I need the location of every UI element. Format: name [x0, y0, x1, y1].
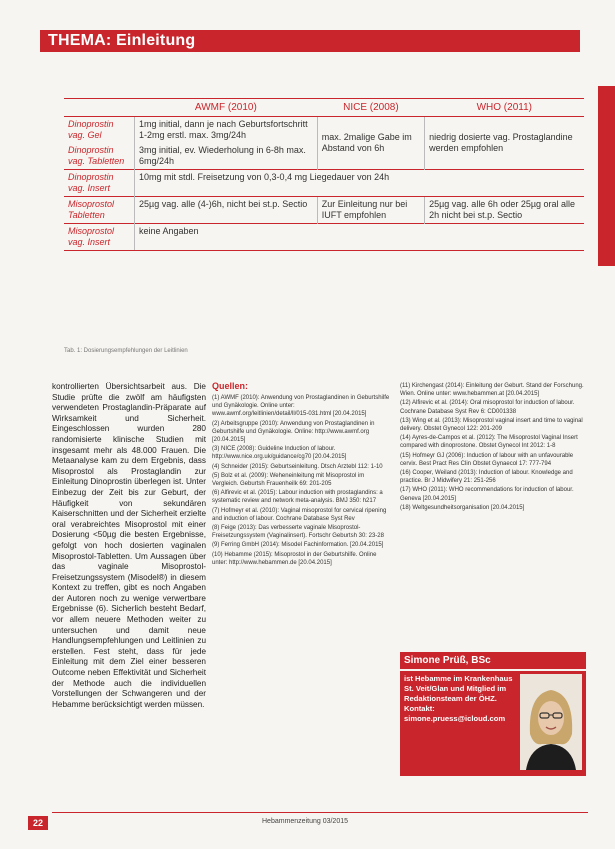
- reference-item: (6) Alfirevic et al. (2015): Labour induction with prostaglandins: a systematic review and network meta-analysis. BMJ 350: h217: [212, 490, 383, 505]
- journal-title: Hebammenzeitung 03/2015: [262, 818, 349, 825]
- reference-item: (14) Ayres-de-Campos et al. (2012): The Misoprostol Vaginal Insert compared with dinoprostone. Obstet Gynecol Int 2012: 1-8: [400, 435, 578, 450]
- author-photo: [520, 674, 582, 770]
- cell-nice: Zur Einleitung nur bei IUFT empfohlen: [317, 197, 424, 224]
- author-bio: ist Hebamme im Krankenhaus St. Veit/Glan und Mitglied im Redaktionsteam der ÖHZ. Kontakt: simone.pruess@icloud.com: [404, 674, 513, 723]
- dosage-table: [64, 98, 584, 251]
- row-label: Dinoprostin vag. Insert: [64, 170, 135, 197]
- author-divider: [400, 669, 586, 671]
- reference-item: (15) Hofmeyr GJ (2006): Induction of labour with an unfavourable cervix. Best Pract Res Clin Obstet Gynaecol 17: 777-794: [400, 452, 574, 467]
- cell-who: niedrig dosierte vag. Prostaglandine werden empfohlen: [425, 117, 584, 170]
- references-column-1: [212, 394, 390, 568]
- reference-item: (10) Hebamme (2015): Misoprostol in der Geburtshilfe. Online unter: http://www.hebammen.de [20.04.2015]: [212, 551, 377, 566]
- reference-item: (16) Cooper, Weiland (2013): Induction of labour. Knowledge and practice. Br J Midwifery 21: 251-256: [400, 470, 573, 485]
- author-name: Simone Prüß, BSc: [404, 655, 491, 666]
- row-label: Misoprostol Tabletten: [64, 197, 135, 224]
- table-caption: Tab. 1: Dosierungsempfehlungen der Leitlinien: [64, 348, 188, 354]
- reference-item: (4) Schneider (2015): Geburtseinleitung. Dtsch Arztebl 112: 1-10: [212, 463, 383, 470]
- table-header-who: WHO (2011): [425, 99, 584, 117]
- reference-item: (2) Arbeitsgruppe (2010): Anwendung von Prostaglandinen in Geburtshilfe und Gynäkologie. Online: http://www.awmf.org [20.04.2015]: [212, 420, 375, 444]
- reference-item: (9) Ferring GmbH (2014): Misodel Fachinformation. [20.04.2015]: [212, 542, 384, 549]
- reference-item: (3) NICE (2008): Guideline Induction of labour. http://www.nice.org.uk/guidance/cg70 [20.04.2015]: [212, 446, 347, 461]
- footer-rule: [52, 812, 588, 813]
- reference-item: (1) AWMF (2010): Anwendung von Prostaglandinen in Geburtshilfe und Gynäkologie. Online unter: www.awmf.org/leitlinien/detail/ll/015-031.html [20.04.2015]: [212, 395, 390, 418]
- cell-awmf: 1mg initial, dann je nach Geburtsfortschritt 1-2mg erstl. max. 3mg/24h: [135, 117, 318, 144]
- table-header-empty: [64, 99, 135, 117]
- table-row: [64, 224, 584, 251]
- reference-item: (13) Wing et al. (2013): Misoprostol vaginal insert and time to vaginal delivery. Obstet Gynecol 122: 201-209: [400, 417, 583, 433]
- cell-awmf: keine Angaben: [135, 224, 585, 251]
- row-label: Dinoprostin vag. Gel: [68, 119, 114, 140]
- cell-awmf: 25µg vag. alle (4-)6h, nicht bei st.p. Sectio: [135, 197, 318, 224]
- reference-item: (7) Hofmeyr et al. (2010): Vaginal misoprostol for cervical ripening and induction of labour. Cochrane Database Syst Rev: [212, 507, 387, 522]
- table-header-awmf: AWMF (2010): [135, 99, 318, 117]
- body-paragraph: kontrollierten Übersichtsarbeit aus. Die Studie prüfte die zwölf am häufigsten verwendeten Prostaglandin-Präparate auf Wirksamkeit und Sicherheit. Eingeschlossen wurden 280 randomisierte klinische Studien mit insgesamt mehr als 48.000 Frauen. Die Metaanalyse kam zu dem Ergebnis, dass Misoprostol als Prostaglandin zur Einleitung Dinoprostin überlegen ist. Unter Einbezug der Zeit bis zur Geburt, der Häufigkeit von sekundären Kaiserschnitten und der Sicherheit erzielte oral verabreichtes Misoprostol mit einer Dosierung <50µg die besten Ergebnisse, gefolgt von hoch dosierten vaginalen Misoprostol-Tabletten. Um Aussagen über das vaginale Misoprostol-Freisetzungssystem (Misodel®) in diesem Kontext zu treffen, gibt es noch Angaben der Autoren noch zu wenige verwertbare Ergebnisse (6). Sicherlich besteht Bedarf, vor allem neuere Methoden weiter zu untersuchen und damit neue Handlungsempfehlungen und Leitlinien zu erstellen. Fest steht, dass für jede Einleitung mit dem Ziel einer besseren Outcome neben Effektivität und Sicherheit der Methode auch die individuellen Vorstellungen der Schwangeren und der Hebamme berücksichtigt werden müssen.: [52, 382, 206, 709]
- table-header-row: [64, 99, 584, 117]
- reference-item: (5) Bolz et al. (2009): Weheneinleitung mit Misoprostol im Vergleich. Geburtsh Frauenheilk 69: 201-205: [212, 472, 365, 488]
- references-title: Quellen:: [212, 381, 249, 391]
- portrait-image: [520, 674, 582, 770]
- references-column-2: [400, 382, 586, 513]
- author-box: [400, 652, 586, 776]
- cell-awmf: 3mg initial, ev. Wiederholung in 6-8h max. 6mg/24h: [135, 143, 318, 170]
- section-header: [40, 30, 580, 52]
- body-text: [52, 382, 206, 710]
- row-label: Dinoprostin vag. Tabletten: [68, 145, 125, 166]
- page-number: 22: [28, 816, 48, 830]
- section-title: THEMA: Einleitung: [48, 32, 196, 49]
- reference-item: (18) Weltgesundheitsorganisation [20.04.2015]: [400, 504, 525, 511]
- table-row: [64, 117, 584, 144]
- reference-item: (12) Alfirevic et al. (2014): Oral misoprostol for induction of labour. Cochrane Database Syst Rev 6: CD001338: [400, 400, 575, 415]
- reference-item: (11) Kirchengast (2014): Einleitung der Geburt. Stand der Forschung. Wien. Online unter: www.hebammen.at [20.04.2015]: [400, 383, 584, 398]
- cell-nice: max. 2malige Gabe im Abstand von 6h: [317, 117, 424, 170]
- cell-awmf: 10mg mit stdl. Freisetzung von 0,3-0,4 mg Liegedauer von 24h: [135, 170, 585, 197]
- cell-who: 25µg vag. alle 6h oder 25µg oral alle 2h nicht bei st.p. Sectio: [425, 197, 584, 224]
- reference-item: (17) WHO (2011): WHO recommendations for induction of labour. Geneva [20.04.2015]: [400, 487, 574, 502]
- table-row: [64, 197, 584, 224]
- row-label: Misoprostol vag. Insert: [64, 224, 135, 251]
- side-tab: [598, 86, 615, 266]
- table-row: [64, 170, 584, 197]
- table-header-nice: NICE (2008): [317, 99, 424, 117]
- reference-item: (8) Feige (2013): Das verbesserte vaginale Misoprostol-Freisetzungssystem (Vaginalinsert). Fortschr Geburtsh 30: 23-28: [212, 525, 384, 540]
